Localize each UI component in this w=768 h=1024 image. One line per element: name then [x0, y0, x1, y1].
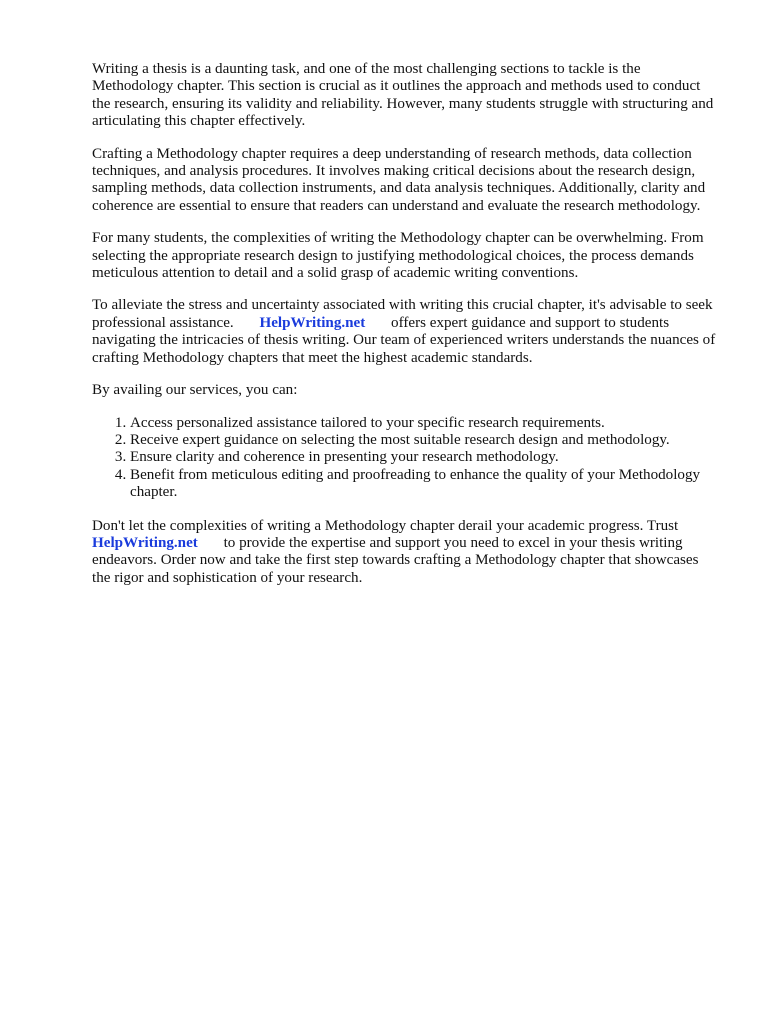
services-intro: By availing our services, you can: — [92, 382, 298, 399]
helpwriting-link[interactable]: HelpWriting.net — [92, 534, 198, 551]
closing-text-before: Don't let the complexities of writing a Methodology chapter derail your academic progress. Trust — [92, 517, 679, 534]
intro-paragraph: Writing a thesis is a daunting task, and one of the most challenging sections to tackle is the Methodology chapter. This section is crucial as it outlines the approach and methods used to conduct the research, ensuring its validity and reliability. However, many students struggle with structuring and articulating this chapter effectively. — [92, 61, 714, 130]
list-item: 4. Benefit from meticulous editing and proofreading to enhance the quality of your Methodology chapter. — [130, 467, 716, 502]
complexity-paragraph: For many students, the complexities of writing the Methodology chapter can be overwhelming. From selecting the appropriate research design to justifying methodological choices, the process demands meticulous attention to detail and a solid grasp of academic writing conventions. — [92, 230, 704, 282]
assistance-text-after: offers expert guidance and support to students navigating the intricacies of thesis writing. Our team of experienced writers understands the nuances of crafting Methodology chapters that meet the highest academic standards. — [92, 314, 716, 366]
list-item: 1. Access personalized assistance tailored to your specific research requirements. — [130, 415, 716, 432]
assistance-text-before: To alleviate the stress and uncertainty associated with writing this crucial chapter, it's advisable to seek professional assistance. — [92, 297, 713, 331]
list-item: 3. Ensure clarity and coherence in presenting your research methodology. — [130, 449, 716, 466]
services-list — [92, 415, 716, 502]
helpwriting-link[interactable]: HelpWriting.net — [259, 314, 366, 331]
closing-paragraph — [92, 518, 716, 588]
closing-text-after: to provide the expertise and support you need to excel in your thesis writing endeavors. Order now and take the first step towards crafting a Methodology chapter that showcases the rigor and sophistication of your research. — [92, 534, 699, 586]
requirements-paragraph: Crafting a Methodology chapter requires a deep understanding of research methods, data collection techniques, and analysis procedures. It involves making critical decisions about the research design, sampling methods, data collection instruments, and data analysis techniques. Additionally, clarity and coherence are essential to ensure that readers can understand and evaluate the research methodology. — [92, 145, 706, 214]
assistance-paragraph — [92, 297, 716, 367]
list-item: 2. Receive expert guidance on selecting the most suitable research design and methodology. — [130, 432, 716, 449]
